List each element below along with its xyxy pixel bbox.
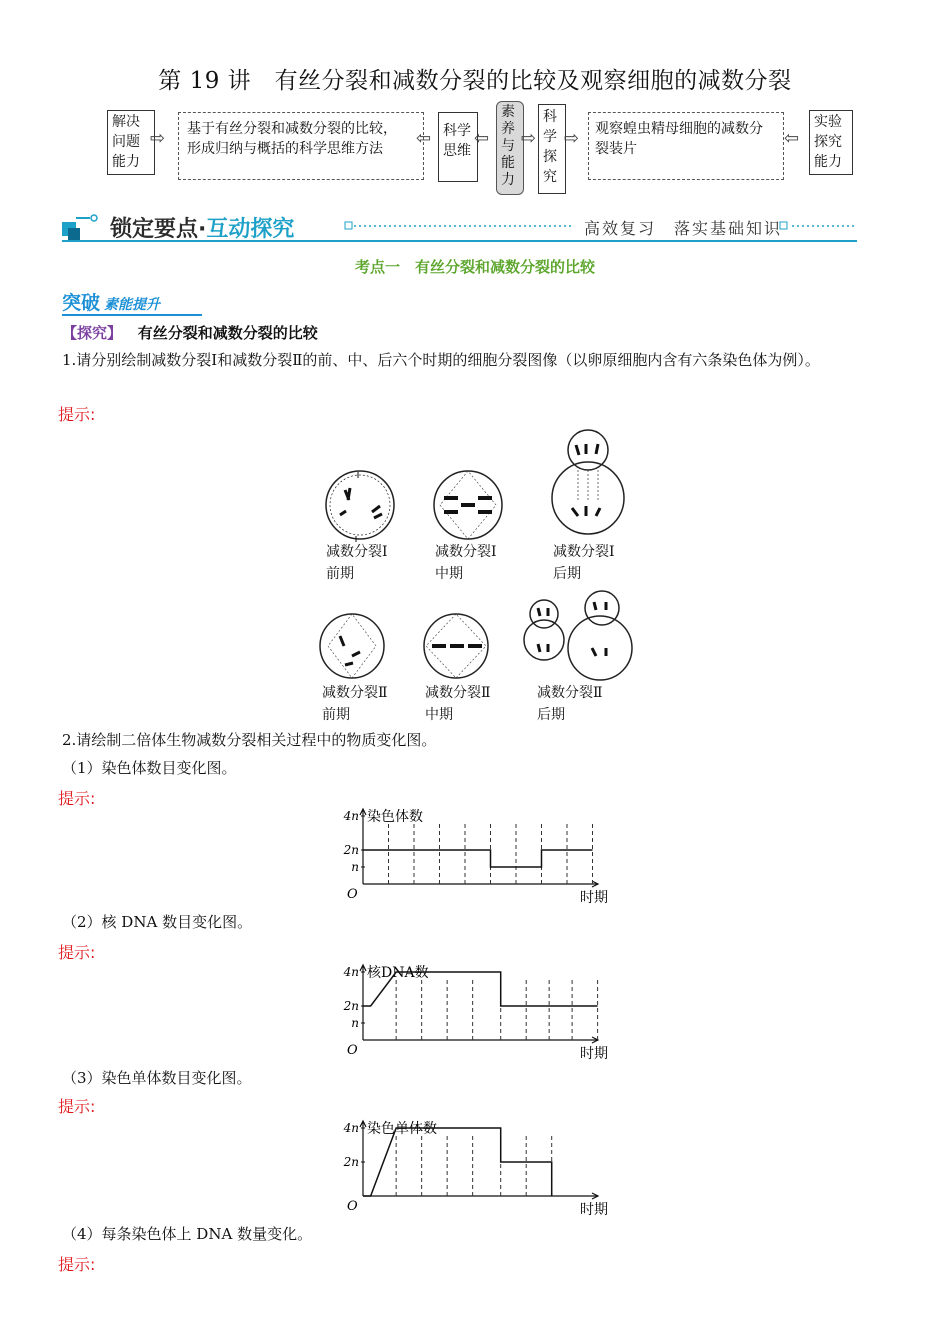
sub-question-3: （3）染色单体数目变化图。 xyxy=(62,1069,252,1087)
sub-question-2: （2）核 DNA 数目变化图。 xyxy=(62,913,253,931)
hint-label: 提示: xyxy=(58,1255,96,1274)
y-tick-label: n xyxy=(351,1016,359,1030)
chart-chromatid-number xyxy=(330,1118,620,1220)
arrow-right-icon: ⇨ xyxy=(564,128,580,149)
tupo-label: 突破 素能提升 xyxy=(62,288,160,315)
flow-box-scientific-thinking: 科学 思维 xyxy=(438,112,478,182)
section-title: 锁定要点·互动探究 xyxy=(110,217,295,242)
cell-mii-metaphase xyxy=(424,614,488,678)
y-tick-label: 2n xyxy=(343,999,359,1013)
sub-question-1: （1）染色体数目变化图。 xyxy=(62,759,237,777)
y-axis-label: 染色单体数 xyxy=(367,1121,437,1137)
arrow-left-icon: ⇦ xyxy=(474,128,490,149)
cell-label-mii-metaphase: 减数分裂Ⅱ 中期 xyxy=(425,685,491,723)
y-tick-label: 4n xyxy=(343,1121,359,1135)
y-axis-label: 核DNA数 xyxy=(367,965,429,981)
series-line xyxy=(363,850,593,867)
flow-box-observe-text: 观察蝗虫精母细胞的减数分 裂装片 xyxy=(588,112,784,180)
origin-label: O xyxy=(347,887,358,902)
cell-mi-metaphase xyxy=(434,471,502,539)
hint-label: 提示: xyxy=(58,405,96,424)
cell-label-mi-metaphase: 减数分裂Ⅰ 中期 xyxy=(435,544,497,582)
origin-label: O xyxy=(347,1199,358,1214)
cell-mi-prophase xyxy=(326,471,394,542)
cell-mii-prophase xyxy=(320,614,384,678)
kaodian-heading: 考点一 有丝分裂和减数分裂的比较 xyxy=(354,258,595,276)
cell-label-mii-anaphase: 减数分裂Ⅱ 后期 xyxy=(537,685,603,723)
y-tick-label: 2n xyxy=(343,1155,359,1169)
cell-label-mii-prophase: 减数分裂Ⅱ 前期 xyxy=(322,685,388,723)
y-tick-label: 4n xyxy=(343,965,359,979)
y-tick-label: 2n xyxy=(343,843,359,857)
y-axis-label: 染色体数 xyxy=(367,809,423,825)
question-1: 1.请分别绘制减数分裂Ⅰ和减数分裂Ⅱ的前、中、后六个时期的细胞分裂图像（以卵原细胞内含有六条染色体为例）。 xyxy=(62,351,820,369)
x-axis-label: 时期 xyxy=(580,1202,608,1218)
x-axis-label: 时期 xyxy=(580,890,608,906)
arrow-left-icon: ⇦ xyxy=(784,128,800,149)
origin-label: O xyxy=(347,1043,358,1058)
section-subtitle: 高效复习 落实基础知识 xyxy=(583,219,782,238)
tanjiu-heading: 【探究】 有丝分裂和减数分裂的比较 xyxy=(62,324,318,342)
sub-question-4: （4）每条染色体上 DNA 数量变化。 xyxy=(62,1225,313,1243)
flow-box-scientific-thinking-text: 基于有丝分裂和减数分裂的比较， 形成归纳与概括的科学思维方法 xyxy=(178,112,424,180)
cell-mi-anaphase xyxy=(552,430,624,534)
hint-label: 提示: xyxy=(58,789,96,808)
x-axis-label: 时期 xyxy=(580,1046,608,1062)
chart-nuclear-dna-number xyxy=(330,962,620,1064)
hint-label: 提示: xyxy=(58,1097,96,1116)
chart-chromosome-number xyxy=(330,806,620,908)
flow-box-experiment-ability: 实验 探究 能力 xyxy=(809,110,853,175)
question-2: 2.请绘制二倍体生物减数分裂相关过程中的物质变化图。 xyxy=(62,731,437,749)
flow-box-problem-solving: 解决 问题 能力 xyxy=(107,110,155,175)
y-tick-label: n xyxy=(351,860,359,874)
arrow-right-icon: ⇨ xyxy=(150,128,166,149)
arrow-right-icon: ⇨ xyxy=(521,128,537,149)
page-title: 第 19 讲 有丝分裂和减数分裂的比较及观察细胞的减数分裂 xyxy=(158,68,792,94)
cell-label-mi-prophase: 减数分裂Ⅰ 前期 xyxy=(326,544,388,582)
arrow-left-icon: ⇦ xyxy=(416,128,432,149)
cell-label-mi-anaphase: 减数分裂Ⅰ 后期 xyxy=(553,544,615,582)
flow-box-scientific-inquiry: 科 学 探 究 xyxy=(538,104,566,194)
hint-label: 提示: xyxy=(58,943,96,962)
y-tick-label: 4n xyxy=(343,809,359,823)
series-line xyxy=(363,1128,552,1196)
flow-box-core-competency: 素 养 与 能 力 xyxy=(496,101,524,195)
cell-mii-anaphase xyxy=(524,591,632,680)
